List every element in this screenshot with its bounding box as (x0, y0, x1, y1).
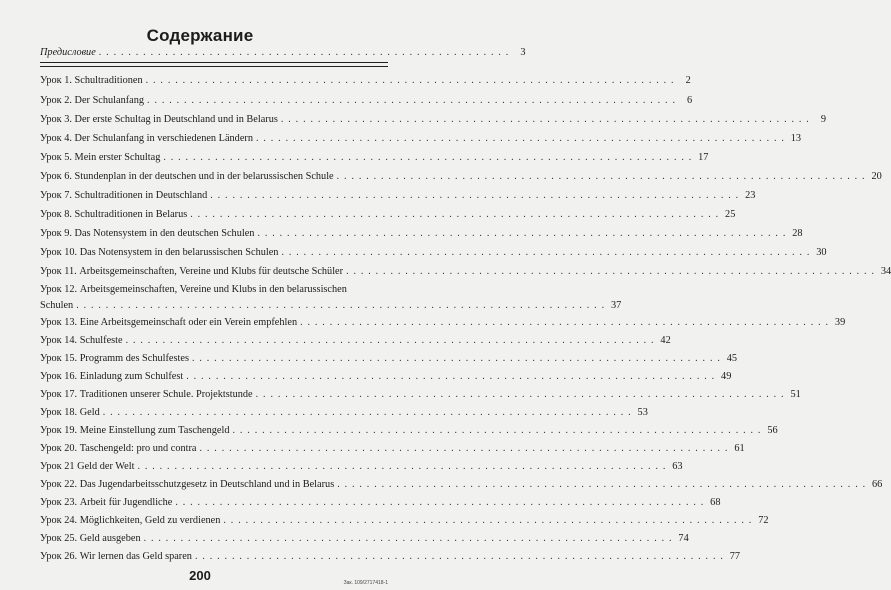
dot-leader: . . . . . . . . . . . . . . . . . . . . . . . . . . . . . . . . . . . . . . . . . . . . . . . . . . . . . . . . . . . . . . . . . . . . . . . . (175, 497, 705, 508)
dot-leader: . . . . . . . . . . . . . . . . . . . . . . . . . . . . . . . . . . . . . . . . . . . . . . . . . . . . . . . . . . . . . . . . . . . . . . . . (223, 515, 753, 526)
toc-entry (40, 227, 803, 240)
toc-entry (40, 151, 709, 164)
toc-entry-page: 3 (520, 47, 526, 58)
toc-entry-label: Урок 19. Meine Einstellung zum Taschengeld (40, 425, 230, 436)
dot-leader: . . . . . . . . . . . . . . . . . . . . . . . . . . . . . . . . . . . . . . . . . . . . . . . . . . . . . . . . . . . . . . . . . . . . . . . . (255, 389, 785, 400)
dot-leader: . . . . . . . . . . . . . . . . . . . . . . . . . . . . . . . . . . . . . . . . . . . . . . . . . . . . . . . . . . . . . . . . . . . . . . . . (186, 371, 716, 382)
toc-entry (40, 283, 622, 311)
toc-entry-page: 6 (687, 95, 693, 106)
toc-entry-page: 56 (767, 425, 778, 436)
toc-entry-label: Урок 24. Möglichkeiten, Geld zu verdienen (40, 515, 221, 526)
page-title: Содержание (146, 26, 254, 45)
toc-entry-label: Урок 1. Schultraditionen (40, 75, 143, 86)
toc-entry-label: Урок 16. Einladung zum Schulfest (40, 371, 184, 382)
toc-entry (40, 189, 756, 202)
toc-entry-label: Урок 11. Arbeitsgemeinschaften, Vereine und Klubs für deutsche Schüler (40, 266, 344, 277)
toc-entry-label: Урок 7. Schultraditionen in Deutschland (40, 190, 208, 201)
dot-leader: . . . . . . . . . . . . . . . . . . . . . . . . . . . . . . . . . . . . . . . . . . . . . . . . . . . . . . . . . . . . . . . . . . . . . . . . (194, 551, 725, 562)
toc-entry-page: 45 (726, 353, 738, 364)
dot-leader: . . . . . . . . . . . . . . . . . . . . . . . . . . . . . . . . . . . . . . . . . . . . . . . . . . . . . . . . . . . . . . . . . . . . . . . . (76, 300, 606, 311)
toc-entry (40, 334, 671, 347)
toc-entry-label: Урок 5. Mein erster Schultag (40, 152, 161, 163)
print-code: Зак. 109/2717418-1 (343, 580, 388, 586)
toc-entry-label: Урок 15. Programm des Schulfestes (40, 353, 189, 364)
dot-leader: . . . . . . . . . . . . . . . . . . . . . . . . . . . . . . . . . . . . . . . . . . . . . . . . . . . . . . . . . . . . . . . . . . . . . . . . (102, 407, 632, 418)
toc-entry-page: 66 (872, 479, 883, 490)
toc-entry-page: 68 (710, 497, 721, 508)
dot-leader: . . . . . . . . . . . . . . . . . . . . . . . . . . . . . . . . . . . . . . . . . . . . . . . . . . . . . . . . . . . . . . . . . . . . . . . . (125, 335, 655, 346)
toc-entry-page: 9 (820, 114, 826, 125)
toc-entry-label: Урок 17. Traditionen unserer Schule. Projektstunde (40, 389, 253, 400)
toc-entry-label: Урок 23. Arbeit für Jugendliche (40, 497, 173, 508)
dot-leader: . . . . . . . . . . . . . . . . . . . . . . . . . . . . . . . . . . . . . . . . . . . . . . . . . . . . . . . . . . . . . . . . . . . . . . . . (255, 133, 786, 144)
toc-entry-page: 30 (816, 247, 827, 258)
toc-entry (40, 132, 802, 145)
toc-entry (40, 94, 693, 107)
toc-entry (40, 388, 801, 401)
toc-entry (40, 460, 683, 473)
toc-entry-label-cont: Schulen (40, 300, 74, 311)
toc-entry-page: 63 (672, 461, 683, 472)
dot-leader: . . . . . . . . . . . . . . . . . . . . . . . . . . . . . . . . . . . . . . . . . . . . . . . . . . . . . . . . . . . . . . . . . . . . . . . . (281, 247, 811, 258)
dot-leader: . . . . . . . . . . . . . . . . . . . . . . . . . . . . . . . . . . . . . . . . . . . . . . . . . . . . . . . . . . . . . . . . . . . . . . . . (190, 209, 720, 220)
toc-entry-page: 39 (834, 317, 846, 328)
toc-entry-page: 72 (758, 515, 769, 526)
toc-entry-page: 61 (734, 443, 745, 454)
dot-leader: . . . . . . . . . . . . . . . . . . . . . . . . . . . . . . . . . . . . . . . . . . . . . . . . . . . . . . . . . . . . . . . . . . . . . . . . (280, 114, 810, 125)
toc-entry (40, 442, 745, 455)
toc-entry (40, 406, 648, 419)
toc-entry-page: 51 (790, 389, 801, 400)
toc-entry-page: 17 (698, 152, 709, 163)
toc-entry-page: 37 (611, 300, 622, 311)
toc-entry-label: Урок 13. Eine Arbeitsgemeinschaft oder ein Verein empfehlen (40, 317, 298, 328)
dot-leader: . . . . . . . . . . . . . . . . . . . . . . . . . . . . . . . . . . . . . . . . . . . . . . . . . . . . . . . . . . . . . . . . . . . . . . . . (199, 443, 729, 454)
toc-entry-page: 25 (725, 209, 736, 220)
toc-entry-page: 28 (792, 228, 803, 239)
dot-leader: . . . . . . . . . . . . . . . . . . . . . . . . . . . . . . . . . . . . . . . . . . . . . . . . . . . . . . . . . . . . . . . . . . . . . . . . (337, 479, 867, 490)
toc-entry (40, 370, 732, 383)
toc-entry-page: 23 (745, 190, 756, 201)
toc-entry-label: Урок 10. Das Notensystem in den belarussischen Schulen (40, 247, 279, 258)
dot-leader: . . . . . . . . . . . . . . . . . . . . . . . . . . . . . . . . . . . . . . . . . . . . . . . . . . . . . . . . . . . . . . . . . . . . . . . . (163, 152, 693, 163)
dot-leader: . . . . . . . . . . . . . . . . . . . . . . . . . . . . . . . . . . . . . . . . . . . . . . . . . . . . . . . . . . . . . . . . . . . . . . . . (346, 266, 876, 277)
toc-entry-label: Урок 2. Der Schulanfang (40, 95, 145, 106)
toc-entry (40, 514, 769, 527)
toc-entry-page: 2 (685, 75, 691, 86)
divider-top (40, 62, 388, 63)
dot-leader: . . . . . . . . . . . . . . . . . . . . . . . . . . . . . . . . . . . . . . . . . . . . . . . . . . . . . . . . . . . . . . . . . . . . . . . . (257, 228, 787, 239)
toc-entry-label: Урок 8. Schultraditionen in Belarus (40, 209, 188, 220)
toc-entry (40, 208, 736, 221)
dot-leader: . . . . . . . . . . . . . . . . . . . . . . . . . . . . . . . . . . . . . . . . . . . . . . . . . . . . . . . . . . . . . . . . . . . . . . . . (137, 461, 667, 472)
toc-entry-page: 74 (678, 533, 689, 544)
toc-entry-page: 42 (660, 335, 671, 346)
dot-leader: . . . . . . . . . . . . . . . . . . . . . . . . . . . . . . . . . . . . . . . . . . . . . . . . . . . . . . . . . . . . . . . . . . . . . . . . (191, 353, 722, 364)
toc-entry-label: Урок 3. Der erste Schultag in Deutschland und in Belarus (40, 114, 278, 125)
dot-leader: . . . . . . . . . . . . . . . . . . . . . . . . . . . . . . . . . . . . . . . . . . . . . . . . . . . . . . . . . . . . . . . . . . . . . . . . (336, 171, 866, 182)
toc-entry (40, 532, 689, 545)
toc-entry (40, 316, 846, 329)
toc-entry (40, 265, 891, 278)
dot-leader: . . . . . . . . . . . . . . . . . . . . . . . . . . . . . . . . . . . . . . . . . . . . . . . . . . . . . . . . . . . . . . . . . . . . . . . . (145, 75, 675, 86)
toc-entry-label: Урок 26. Wir lernen das Geld sparen (40, 551, 192, 562)
toc-entry (40, 424, 778, 437)
toc-entry-label: Урок 6. Stundenplan in der deutschen und in der belarussischen Schule (40, 171, 334, 182)
dot-leader: . . . . . . . . . . . . . . . . . . . . . . . . . . . . . . . . . . . . . . . . . . . . . . . . . . . . . . . . . . . . . . . . . . . . . . . . (232, 425, 762, 436)
toc-entry-label: Урок 20. Taschengeld: pro und contra (40, 443, 197, 454)
toc-entry-label: Урок 18. Geld (40, 407, 100, 418)
toc-entry (40, 352, 738, 365)
toc-entry-label: Урок 4. Der Schulanfang in verschiedenen Ländern (40, 133, 253, 144)
dot-leader: . . . . . . . . . . . . . . . . . . . . . . . . . . . . . . . . . . . . . . . . . . . . . . . . . . . . . . . . . . . . . . . . . . . . . . . . (143, 533, 673, 544)
toc-entry-page: 20 (871, 171, 882, 182)
toc-entry (40, 170, 882, 183)
toc-entry-label: Урок 12. Arbeitsgemeinschaften, Vereine und Klubs in den belarussischen (40, 284, 347, 295)
dot-leader: . . . . . . . . . . . . . . . . . . . . . . . . . . . . . . . . . . . . . . . . . . . . . . . . . . . . . . . . . . . . . . . . . . . . . . . . (210, 190, 740, 201)
toc-entry-label: Урок 14. Schulfeste (40, 335, 123, 346)
toc-entry (40, 478, 883, 491)
toc-entry-continuation (40, 299, 622, 312)
toc-entry (40, 74, 691, 87)
divider-bottom (40, 66, 388, 67)
toc-entry-page: 13 (790, 133, 802, 144)
dot-leader: . . . . . . . . . . . . . . . . . . . . . . . . . . . . . . . . . . . . . . . . . . . . . . . . . . . . . . . . . . . . . . . . . . . . . . . . (147, 95, 677, 106)
toc-entry (40, 496, 721, 509)
toc-entry-intro (40, 46, 526, 59)
dot-leader: . . . . . . . . . . . . . . . . . . . . . . . . . . . . . . . . . . . . . . . . . . . . . . . . . . . . . . . . . . . . . . . . . . . . . . . . (300, 317, 830, 328)
toc-entry-label: Предисловие (40, 47, 96, 58)
toc-entry-label: Урок 21 Geld der Welt (40, 461, 135, 472)
toc-entry-label: Урок 9. Das Notensystem in den deutschen Schulen (40, 228, 255, 239)
dot-leader: . . . . . . . . . . . . . . . . . . . . . . . . . . . . . . . . . . . . . . . . . . . . . . . . . . . . . . . . (98, 47, 510, 58)
toc-entry (40, 113, 826, 126)
toc-entry-label: Урок 22. Das Jugendarbeitsschutzgesetz in Deutschland und in Belarus (40, 479, 335, 490)
toc-entry (40, 246, 827, 259)
page-number: 200 (189, 568, 211, 583)
toc-entry-page: 34 (880, 266, 891, 277)
toc-entry-page: 53 (637, 407, 648, 418)
toc-entry-label: Урок 25. Geld ausgeben (40, 533, 141, 544)
toc-entry-page: 77 (729, 551, 741, 562)
toc-entry-page: 49 (721, 371, 732, 382)
toc-entry (40, 550, 741, 563)
